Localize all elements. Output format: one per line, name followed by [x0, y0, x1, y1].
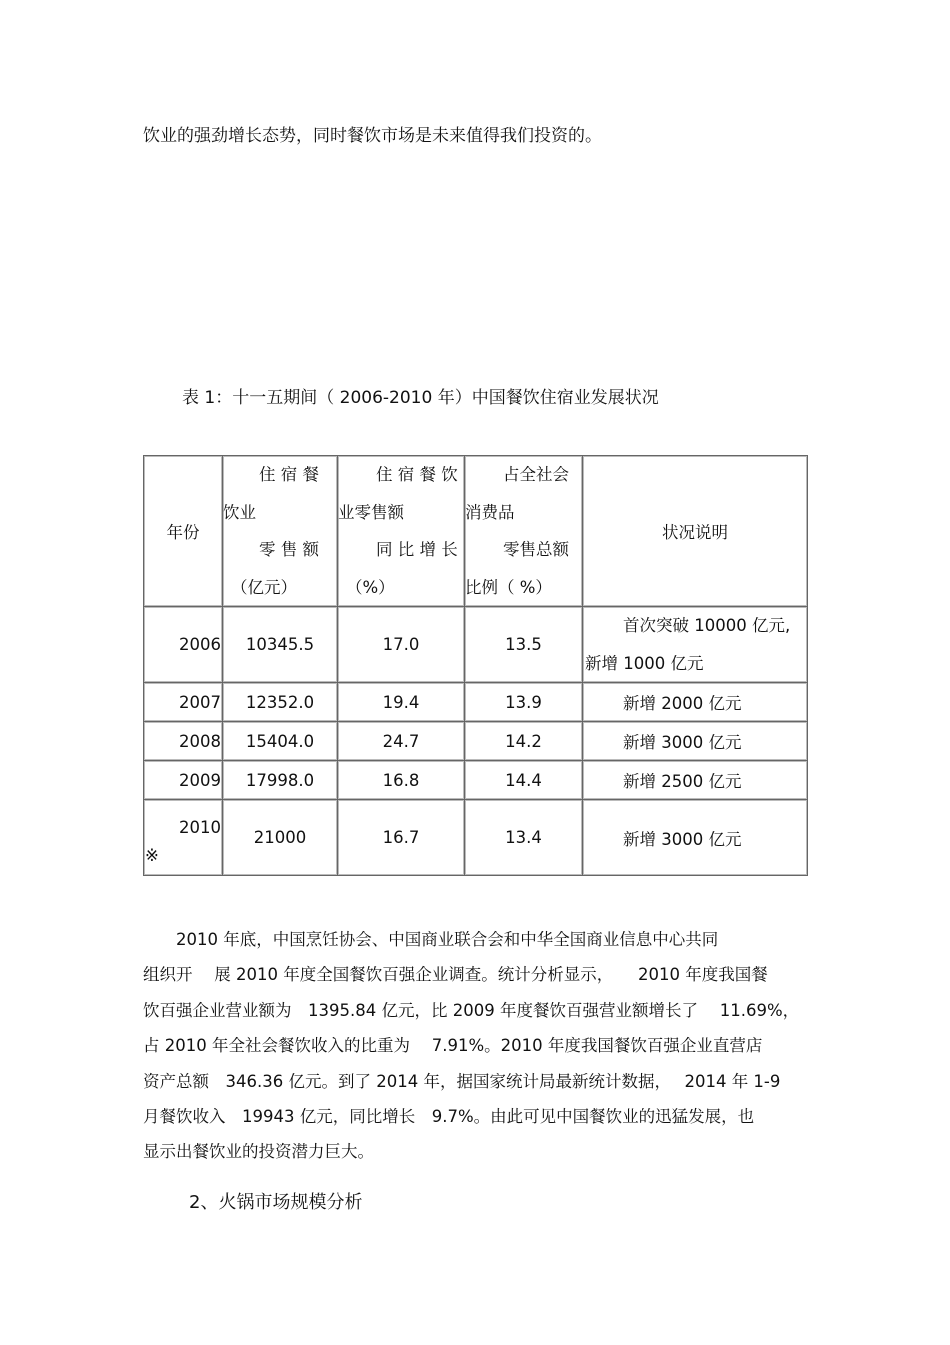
body-line: 占 2010 年全社会餐饮收入的比重为 7.91%。2010 年度我国餐饮百强企业直营店 [143, 1036, 763, 1056]
cell-year: 2006 [144, 607, 223, 683]
body-line: 2010 年底，中国烹饪协会、中国商业联合会和中华全国商业信息中心共同 [143, 930, 719, 949]
table-row [144, 761, 808, 800]
cell-retail: 21000 [223, 800, 338, 876]
cell-retail: 10345.5 [223, 607, 338, 683]
cell-growth: 16.8 [338, 761, 465, 800]
cell-retail: 15404.0 [223, 722, 338, 761]
intro-text: 饮业的强劲增长态势，同时餐饮市场是未来值得我们投资的。 [143, 126, 602, 146]
cell-year: 2007 [144, 683, 223, 722]
cell-year: 2008 [144, 722, 223, 761]
header-retail: 住 宿 餐 饮业 零 售 额 （亿元） [223, 456, 338, 607]
cell-share: 14.4 [465, 761, 583, 800]
table-row [144, 683, 808, 722]
header-status: 状况说明 [583, 456, 808, 607]
cell-growth: 17.0 [338, 607, 465, 683]
cell-status: 新增 2000 亿元 [583, 683, 808, 722]
table-caption: 表 1：十一五期间（ 2006-2010 年）中国餐饮住宿业发展状况 [182, 388, 659, 408]
body-line: 组织开 展 2010 年度全国餐饮百强企业调查。统计分析显示， 2010 年度我国餐 [143, 965, 768, 985]
table-row [144, 800, 808, 876]
table-header-row [144, 456, 808, 607]
header-growth: 住 宿 餐 饮 业零售额 同 比 增 长 （%） [338, 456, 465, 607]
section-heading: 2、火锅市场规模分析 [189, 1192, 363, 1213]
development-table [143, 455, 808, 876]
body-paragraph [143, 922, 813, 1170]
cell-growth: 19.4 [338, 683, 465, 722]
cell-growth: 24.7 [338, 722, 465, 761]
cell-retail: 17998.0 [223, 761, 338, 800]
body-line: 显示出餐饮业的投资潜力巨大。 [143, 1142, 374, 1162]
body-line: 月餐饮收入 19943 亿元，同比增长 9.7%。由此可见中国餐饮业的迅猛发展，也 [143, 1107, 755, 1127]
cell-status: 新增 2500 亿元 [583, 761, 808, 800]
year-note-mark: ※ [145, 846, 159, 866]
cell-year: 2009 [144, 761, 223, 800]
cell-share: 13.9 [465, 683, 583, 722]
header-year: 年份 [144, 456, 223, 607]
cell-status: 新增 3000 亿元 [583, 800, 808, 876]
cell-share: 13.4 [465, 800, 583, 876]
body-line: 资产总额 346.36 亿元。到了 2014 年，据国家统计局最新统计数据， 2014 年 1-9 [143, 1071, 781, 1091]
cell-status: 新增 3000 亿元 [583, 722, 808, 761]
cell-status: 首次突破 10000 亿元, 新增 1000 亿元 [583, 607, 808, 683]
table-row [144, 722, 808, 761]
cell-year: 2010 ※ [144, 800, 223, 876]
cell-share: 13.5 [465, 607, 583, 683]
cell-share: 14.2 [465, 722, 583, 761]
header-share: 占全社会 消费品 零售总额 比例（ %） [465, 456, 583, 607]
cell-growth: 16.7 [338, 800, 465, 876]
cell-retail: 12352.0 [223, 683, 338, 722]
body-line: 饮百强企业营业额为 1395.84 亿元，比 2009 年度餐饮百强营业额增长了 11.69%， [143, 1000, 800, 1020]
table-row [144, 607, 808, 683]
